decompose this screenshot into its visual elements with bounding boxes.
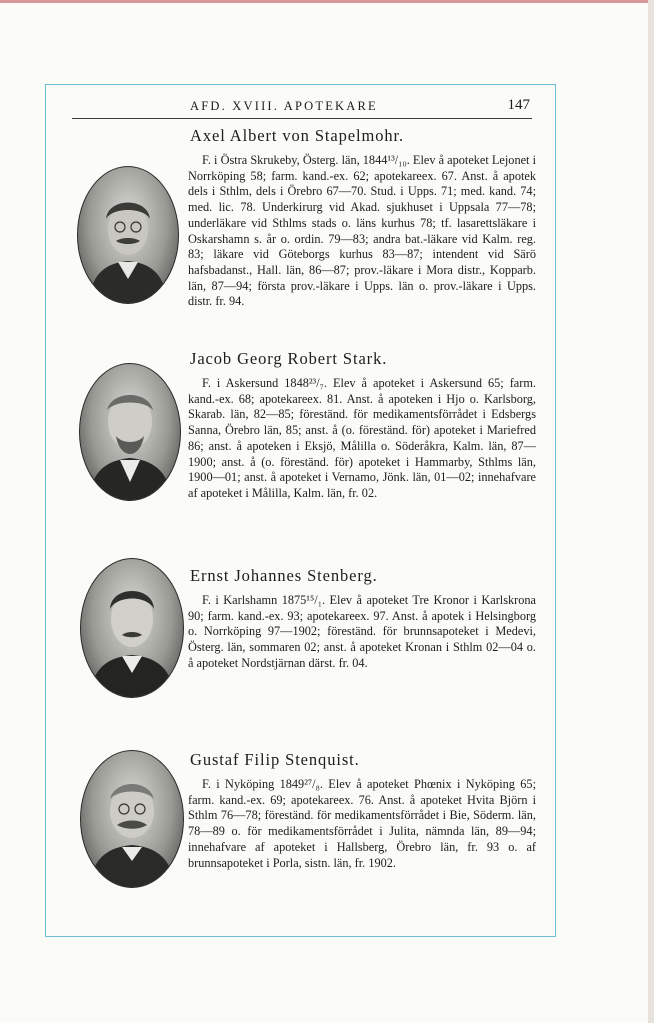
running-header [190,99,530,117]
page-number: 147 [507,97,530,113]
header-rule [72,118,532,119]
portrait-photo-stapelmohr [77,166,179,304]
entry-stark [188,349,536,502]
entry-name: Ernst Johannes Stenberg. [190,566,378,585]
portrait-photo-stark [79,363,181,501]
entry-name: Jacob Georg Robert Stark. [190,349,388,368]
portrait-photo-stenberg [80,558,184,698]
entry-biography: F. i Askersund 1848²³/₇. Elev å apoteket i Askersund 65; farm. kand.-ex. 68; apotekareex. 81. Anst. å apoteken i Hjo o. Karlsborg, Skarab. län, 82—85; föreständ. för medikamentsförrådet i Edsbergs Sanna, Örebro län, 85; anst. å (o. föreständ. för) apoteket i Mariefred 86; anst. å apoteken i Eksjö, Målilla o. Söderåkra, Kalm. län, 87—1900; anst. å (o. föreständ. för) apoteket i Hammarby, Sthlms län, 1900—01; anst. å apoteket i Vernamo, Jönk. län, 01—02; innehafvare af apoteket i Målilla, Kalm. län, fr. 02. [188,376,536,500]
entry-stenberg [188,566,536,672]
entry-biography: F. i Östra Skrukeby, Österg. län, 1844¹³/₁₀. Elev å apoteket Lejonet i Norrköping 58; farm. kand.-ex. 62; apotekareex. 67. Anst. å apotek dels i Sthlm, dels i Örebro 67—70. Stud. i Upps. 71; med. kand. 74; med. lic. 78. Underkirurg vid Akad. sjukhuset i Uppsala 77—78; underläkare vid Sthlms stads o. läns kurhus 78; tf. lasarettsläkare i Oskarshamn s. år o. ordin. 79—83; andra bat.-läkare vid Kalm. reg. 83; läkare vid Göteborgs kurhus 83—87; intendent vid Särö hafsbadanst., Hall. län, 86—87; prov.-läkare i Mora distr., Kopparb. län, 87—94; första prov.-läkare i Upps. län o. prov.-läkare i Upps. distr. fr. 94. [188,153,536,309]
entry-stapelmohr [188,126,536,310]
section-title: AFD. XVIII. APOTEKARE [190,99,378,113]
portrait-photo-stenquist [80,750,184,888]
entry-biography: F. i Karlshamn 1875¹⁵/₁. Elev å apoteket Tre Kronor i Karlskrona 90; farm. kand.-ex. 93; apotekareex. 97. Anst. å apotek i Helsingborg o. Norrköping 97—1902; föreständ. för brunnsapoteket i Medevi, Österg. län, sommaren 02; anst. å apoteket Kronan i Sthlm 02—04 o. å apoteket Nordstjärnan därst. fr. 04. [188,593,536,670]
page-right-edge [648,0,654,1023]
page-top-edge [0,0,654,3]
entry-name: Gustaf Filip Stenquist. [190,750,360,769]
entry-biography: F. i Nyköping 1849²⁷/₈. Elev å apoteket Phœnix i Nyköping 65; farm. kand.-ex. 69; apotekareex. 76. Anst. å apoteket Hvita Björn i Sthlm 76—78; föreständ. för medikamentsförrådet i Bie, Söderm. län, 78—89 o. för medikamentsförrådet i Julita, nämnda län, 89—94; innehafvare af apoteket i Hallsberg, Örebro län, fr. 93 o. af brunnsapoteket i Porla, sistn. län, fr. 1902. [188,777,536,870]
entry-stenquist [188,750,536,871]
entry-name: Axel Albert von Stapelmohr. [190,126,405,145]
